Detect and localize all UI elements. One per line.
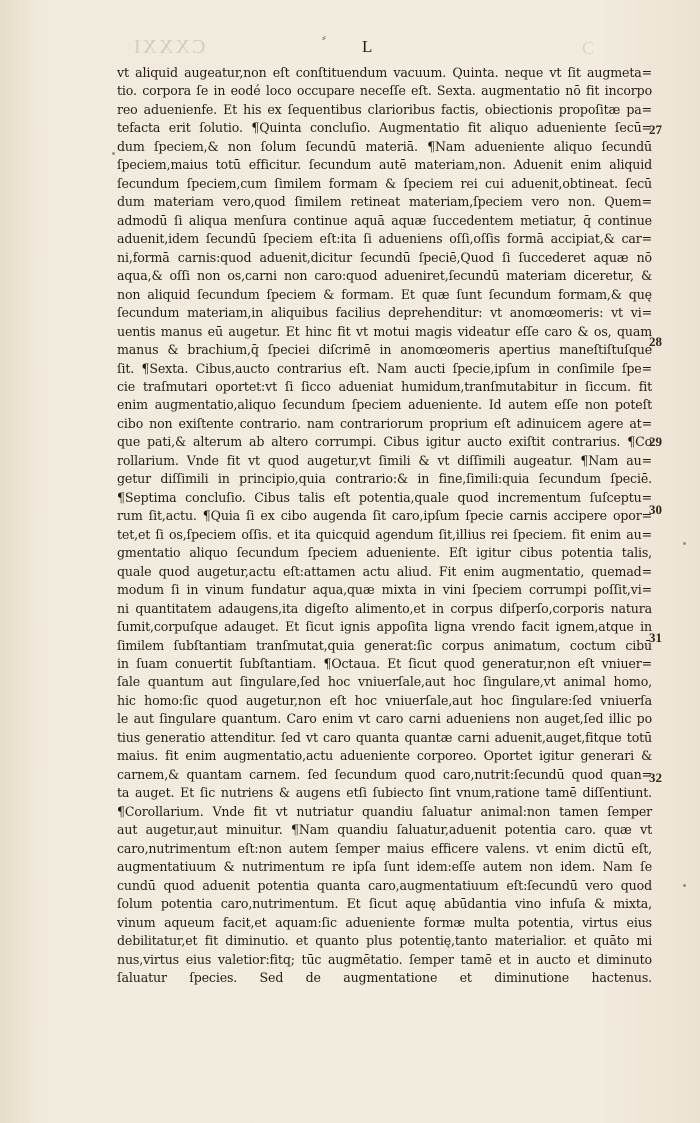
ink-speck: [683, 884, 686, 887]
text-line: tio. corpora ſe in eodé loco occupare neceſſe eſt. Sexta. augmentatio nō fit incorpo: [117, 83, 652, 99]
text-line: cie traſmutari oportet:vt ſi ſicco adueniat humidum,tranſmutabitur in ſiccum. fit: [117, 378, 652, 394]
text-line: ſecundum materiam,in aliquibus facilius deprehenditur: vt anomœomeris: vt vi=: [117, 305, 652, 321]
text-line: aqua,& oſſi non os,carni non caro:quod adueniret,ſecundū materiam diceretur, &: [117, 268, 652, 284]
text-line: ſolum potentia caro,nutrimentum. Et ſicut aquę abūdantia vino infuſa & mixta,: [117, 896, 652, 912]
text-line: que pati,& alterum ab altero corrumpi. Cibus igitur aucto exiſtit contrarius. ¶Co: [117, 434, 652, 450]
show-through-folio: CXXXI: [132, 36, 206, 58]
text-line: ſit. ¶Sexta. Cibus,aucto contrarius eſt. Nam aucti ſpecie,ipſum in conſimile ſpe=: [117, 360, 652, 376]
text-line: tius generatio attenditur. ſed vt caro quanta quantæ carni aduenit,auget,fitque totū: [117, 729, 652, 745]
text-line: ſpeciem,maius totū efficitur. ſecundum autē materiam,non. Aduenit enim aliquid: [117, 157, 652, 173]
text-line: enim augmentatio,aliquo ſecundum ſpeciem adueniente. Id autem eſſe non poteſt: [117, 397, 652, 413]
text-line: admodū ſi aliqua menſura continue aquā aquæ ſuccedentem metiatur, q̄ continue: [117, 212, 652, 228]
text-line: tet,et ſi os,ſpeciem oſſis. et ita quicquid agendum ſit,illius rei ſpeciem. fit enim au=: [117, 526, 652, 542]
text-line: ſumit,corpuſque adauget. Et ſicut ignis appoſita ligna vrendo facit ignem,atque in: [117, 619, 652, 635]
text-line: reo aduenienfe. Et his ex ſequentibus clarioribus factis, obiectionis propoſitæ pa=: [117, 101, 652, 117]
text-line: non aliquid ſecundum ſpeciem & formam. Et quæ ſunt ſecundum formam,& quę: [117, 286, 652, 302]
text-line: in ſuam conuertit ſubſtantiam. ¶Octaua. Et ſicut quod generatur,non eſt vniuer=: [117, 656, 652, 671]
text-line: augmentatiuum & nutrimentum re ipſa ſunt idem:eſſe autem non idem. Nam ſe: [117, 859, 652, 875]
ink-speck: [683, 542, 686, 545]
text-line: ¶Septima concluſio. Cibus talis eſt potentia,quale quod incrementum ſuſceptu=: [117, 489, 652, 505]
text-line: ſale quantum aut ſingulare,ſed hoc vniuerſale,aut hoc ſingulare,vt animal homo,: [117, 674, 652, 690]
text-line: aduenit,idem ſecundū ſpeciem eſt:ita ſi adueniens oſſi,oſſis formā accipiat,& car=: [117, 231, 652, 247]
text-line: ſecundum ſpeciem,cum ſimilem formam & ſpeciem rei cui aduenit,obtineat. ſecū: [117, 175, 652, 191]
text-line: nus,virtus eius valetior:fitq; tūc augmētatio. ſemper tamē et in aucto et diminuto: [117, 951, 652, 967]
text-line: maius. fit enim augmentatio,actu adueniente corporeo. Oportet igitur generari &: [117, 748, 652, 764]
margin-number: 31: [649, 630, 662, 645]
text-line: dum ſpeciem,& non ſolum ſecundū materiā. ¶Nam adueniente aliquo ſecundū: [117, 138, 652, 154]
body-text: [117, 64, 652, 1006]
text-line: cibo non exiſtente contrario. nam contrariorum proprium eſt adinuicem agere at=: [117, 415, 652, 431]
margin-number: 28: [649, 334, 662, 349]
text-line: le aut ſingulare quantum. Caro enim vt caro carni adueniens non auget,ſed illic po: [117, 711, 652, 727]
text-line: ni,formā carnis:quod aduenit,dicitur ſecundū ſpeciē,Quod ſi ſuccederet aquæ nō: [117, 249, 652, 265]
text-line: carnem,& quantam carnem. ſed ſecundum quod caro,nutrit:ſecundū quod quan=: [117, 766, 652, 782]
text-line: quale quod augetur,actu eſt:attamen actu aliud. Fit enim augmentatio, quemad=: [117, 563, 652, 579]
text-line: tefacta erit ſolutio. ¶Quinta concluſio. Augmentatio fit aliquo adueniente ſecū=: [117, 120, 652, 136]
text-line: [117, 987, 652, 1005]
ink-speck: [112, 152, 115, 155]
text-line: hic homo:ſic quod augetur,non eſt hoc vniuerſale,aut hoc ſingulare:ſed vniuerſa: [117, 692, 652, 708]
text-line: rum ſit,actu. ¶Quia ſi ex cibo augenda ſit caro,ipſum ſpecie carnis accipere opor=: [117, 508, 652, 524]
text-line: ¶Corollarium. Vnde fit vt nutriatur quandiu ſaluatur animal:non tamen ſemper: [117, 803, 652, 819]
text-line: ta auget. Et ſic nutriens & augens etſi ſubiecto ſint vnum,ratione tamē diſſentiunt.: [117, 785, 652, 801]
text-line: getur diſſimili in principio,quia contrario:& in fine,ſimili:quia ſecundum ſpeciē.: [117, 471, 652, 487]
margin-number: 29: [649, 434, 662, 449]
text-line: ni quantitatem adaugens,ita digeſto alimento,et in corpus diſperſo,corporis natura: [117, 600, 652, 616]
text-line: uentis manus eū augetur. Et hinc fit vt motui magis videatur eſſe caro & os, quam: [117, 323, 652, 339]
margin-number: 32: [649, 770, 662, 785]
text-line: vt aliquid augeatur,non eſt conſtituendum vacuum. Quinta. neque vt ſit augmeta=: [117, 65, 652, 80]
text-line: manus & brachium,q̄ ſpeciei diſcrimē in anomœomeris apertius maneſtiſtuſque: [117, 342, 652, 358]
margin-number: 30: [649, 502, 662, 517]
text-line: gmentatio aliquo ſecundum ſpeciem adueniente. Eſt igitur cibus potentia talis,: [117, 545, 652, 561]
text-line: debilitatur,et fit diminutio. et quanto plus potentię,tanto materialior. et quāto mi: [117, 933, 652, 949]
margin-number: 27: [649, 122, 662, 137]
text-line: aut augetur,aut minuitur. ¶Nam quandiu ſaluatur,aduenit potentia caro. quæ vt: [117, 822, 652, 838]
text-line: ſaluatur ſpecies. Sed de augmentatione et diminutione hactenus.: [117, 969, 652, 985]
text-line: modum ſi in vinum fundatur aqua,quæ mixta in vini ſpeciem corrumpi poſſit,vi=: [117, 582, 652, 598]
text-line: vinum aqueum facit,et aquam:ſic adueniente formæ multa potentia, virtus eius: [117, 914, 652, 930]
text-line: dum materiam vero,quod ſimilem retineat materiam,ſpeciem vero non. Quem=: [117, 194, 652, 210]
text-line: ſimilem ſubſtantiam tranſmutat,quia generat:ſic corpus animatum, coctum cibū: [117, 637, 652, 653]
text-line: cundū quod aduenit potentia quanta caro,augmentatiuum eſt:ſecundū vero quod: [117, 877, 652, 893]
folio-mark: ⸗: [322, 30, 326, 44]
show-through-letter: C: [582, 38, 595, 58]
text-line: caro,nutrimentum eſt:non autem ſemper maius efficere valens. vt enim dictū eſt,: [117, 840, 652, 856]
text-line: rollarium. Vnde fit vt quod augetur,vt ſimili & vt diſſimili augeatur. ¶Nam au=: [117, 452, 652, 468]
folio-number: L: [362, 37, 373, 56]
